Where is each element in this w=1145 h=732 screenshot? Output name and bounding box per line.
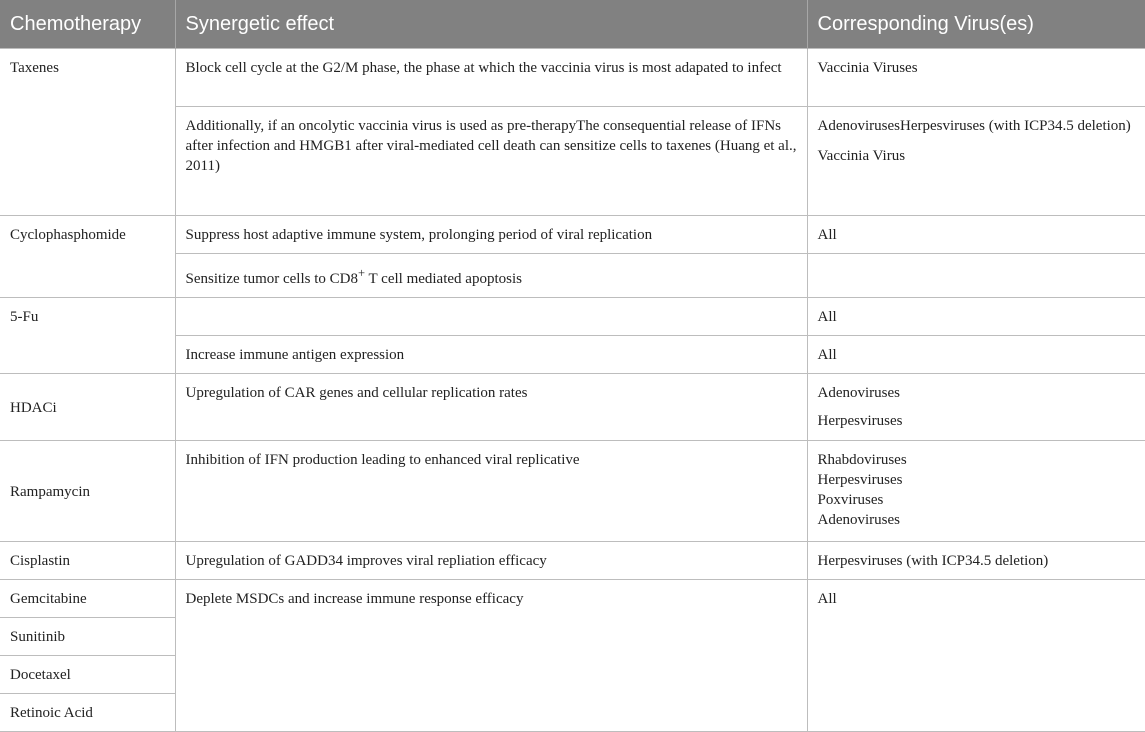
- virus-cell: [807, 441, 1145, 542]
- virus-cell: All: [807, 298, 1145, 336]
- drug-cell-taxenes: Taxenes: [0, 49, 175, 216]
- effect-cell: [175, 254, 807, 298]
- drug-cell-sunitinib: Sunitinib: [0, 618, 175, 656]
- drug-cell-5fu: 5-Fu: [0, 298, 175, 374]
- table-row: [0, 216, 1145, 254]
- effect-cell: Deplete MSDCs and increase immune response efficacy: [175, 580, 807, 732]
- effect-cell: Upregulation of CAR genes and cellular replication rates: [175, 374, 807, 441]
- header-row: [0, 0, 1145, 49]
- virus-line: Adenoviruses: [817, 512, 900, 528]
- effect-cell: Suppress host adaptive immune system, prolonging period of viral replication: [175, 216, 807, 254]
- table-row: [0, 374, 1145, 441]
- virus-cell: All: [807, 336, 1145, 374]
- spacer: [818, 136, 1136, 146]
- drug-cell-hdaci: HDACi: [0, 374, 175, 441]
- effect-cell-empty: [175, 298, 807, 336]
- virus-line: Herpesviruses: [817, 413, 903, 429]
- virus-cell: Vaccinia Viruses: [807, 49, 1145, 107]
- effect-cell: Additionally, if an oncolytic vaccinia virus is used as pre-therapyThe consequential release of IFNs after infection and HMGB1 after viral-mediated cell death can sensitize cells to taxenes (Huang et al., 2011): [175, 107, 807, 216]
- virus-cell: All: [807, 216, 1145, 254]
- virus-line: Adenoviruses: [817, 385, 900, 401]
- drug-cell-cyclophasphomide: Cyclophasphomide: [0, 216, 175, 298]
- table-row: [0, 298, 1145, 336]
- effect-cell: Increase immune antigen expression: [175, 336, 807, 374]
- virus-cell: [807, 374, 1145, 441]
- table-row: [0, 49, 1145, 107]
- table-row: [0, 441, 1145, 542]
- header-corresponding-viruses: Corresponding Virus(es): [807, 0, 1145, 49]
- drug-cell-docetaxel: Docetaxel: [0, 656, 175, 694]
- virus-line: Rhabdoviruses: [817, 452, 907, 468]
- drug-cell-gemcitabine: Gemcitabine: [0, 580, 175, 618]
- header-synergetic-effect: Synergetic effect: [175, 0, 807, 49]
- effect-cell: Block cell cycle at the G2/M phase, the phase at which the vaccinia virus is most adapated to infect: [175, 49, 807, 107]
- table-row: [0, 580, 1145, 618]
- effect-cell: Upregulation of GADD34 improves viral repliation efficacy: [175, 542, 807, 580]
- virus-line: AdenovirusesHerpesviruses (with ICP34.5 deletion): [817, 118, 1131, 134]
- virus-line: Herpesviruses: [817, 472, 903, 488]
- table-row: [0, 542, 1145, 580]
- effect-cell: Inhibition of IFN production leading to enhanced viral replicative: [175, 441, 807, 542]
- virus-cell: Herpesviruses (with ICP34.5 deletion): [807, 542, 1145, 580]
- header-chemotherapy: Chemotherapy: [0, 0, 175, 49]
- effect-text: T cell mediated apoptosis: [365, 271, 522, 287]
- virus-line: Poxviruses: [817, 492, 884, 508]
- effect-text: Sensitize tumor cells to CD8: [185, 271, 358, 287]
- superscript-plus: +: [357, 266, 366, 280]
- virus-cell: All: [807, 580, 1145, 732]
- drug-cell-retinoic-acid: Retinoic Acid: [0, 694, 175, 732]
- virus-cell-empty: [807, 254, 1145, 298]
- table-header: [0, 0, 1145, 49]
- virus-line: Vaccinia Virus: [817, 148, 906, 164]
- drug-cell-cisplastin: Cisplastin: [0, 542, 175, 580]
- drug-cell-rampamycin: Rampamycin: [0, 441, 175, 542]
- virus-cell: [807, 107, 1145, 216]
